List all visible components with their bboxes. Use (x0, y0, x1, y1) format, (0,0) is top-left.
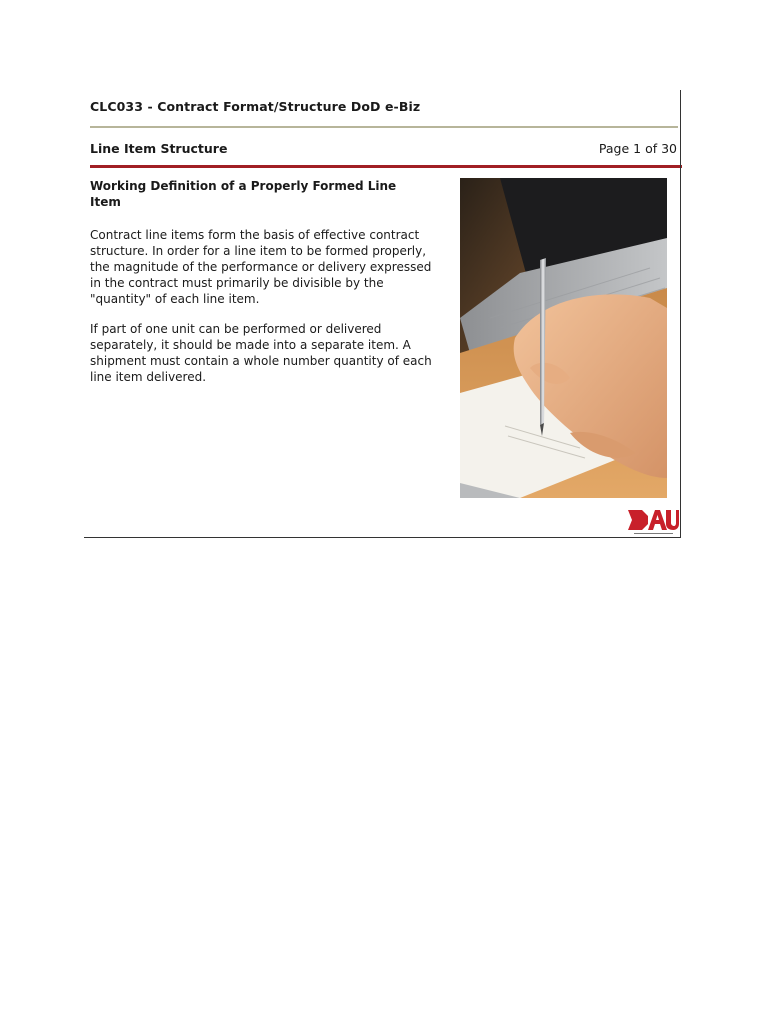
course-title: CLC033 - Contract Format/Structure DoD e-Biz (90, 99, 421, 114)
content-heading: Working Definition of a Properly Formed Line Item (90, 179, 397, 209)
body-paragraph-1: Contract line items form the basis of effective contract structure. In order for a line item to be formed properly, the magnitude of the performance or delivery expressed in the contract must primarily be divisible by the "quantity" of each line item. (90, 228, 432, 306)
slide-right-border (680, 90, 681, 538)
lesson-slide (84, 90, 682, 538)
section-divider (90, 165, 682, 168)
slide-bottom-border (84, 537, 681, 538)
section-title: Line Item Structure (90, 141, 228, 156)
page-indicator: Page 1 of 30 (598, 141, 677, 156)
header-divider (90, 126, 678, 128)
hand-writing-photo (460, 178, 667, 498)
dau-logo (628, 506, 679, 536)
body-paragraph-2: If part of one unit can be performed or delivered separately, it should be made into a separate item. A shipment must contain a whole number quantity of each line item delivered. (90, 322, 432, 384)
